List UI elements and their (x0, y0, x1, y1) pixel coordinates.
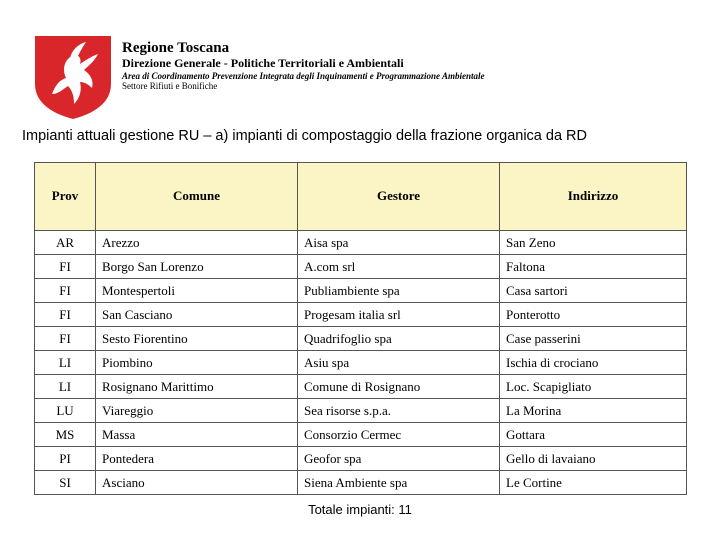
cell-prov: LI (35, 375, 96, 399)
table-row (35, 279, 687, 303)
cell-prov: PI (35, 447, 96, 471)
table-header-row (35, 163, 687, 231)
cell-prov: MS (35, 423, 96, 447)
cell-prov: FI (35, 279, 96, 303)
table-row (35, 255, 687, 279)
cell-indirizzo: Case passerini (500, 327, 687, 351)
cell-comune: Montespertoli (96, 279, 298, 303)
cell-indirizzo: Loc. Scapigliato (500, 375, 687, 399)
cell-indirizzo: Faltona (500, 255, 687, 279)
cell-gestore: Sea risorse s.p.a. (298, 399, 500, 423)
cell-gestore: Quadrifoglio spa (298, 327, 500, 351)
cell-comune: Asciano (96, 471, 298, 495)
cell-gestore: Asiu spa (298, 351, 500, 375)
directorate: Direzione Generale - Politiche Territoriali e Ambientali (122, 56, 404, 71)
cell-prov: LU (35, 399, 96, 423)
letterhead (34, 34, 534, 120)
table-row (35, 423, 687, 447)
cell-comune: Arezzo (96, 231, 298, 255)
cell-prov: LI (35, 351, 96, 375)
column-header-comune: Comune (96, 163, 298, 231)
table-row (35, 351, 687, 375)
regione-toscana-logo (34, 34, 112, 120)
table-row (35, 303, 687, 327)
cell-indirizzo: Gottara (500, 423, 687, 447)
table-row (35, 447, 687, 471)
cell-indirizzo: San Zeno (500, 231, 687, 255)
org-name: Regione Toscana (122, 40, 230, 56)
cell-comune: Piombino (96, 351, 298, 375)
cell-prov: FI (35, 327, 96, 351)
table-row (35, 327, 687, 351)
cell-indirizzo: Ponterotto (500, 303, 687, 327)
cell-comune: San Casciano (96, 303, 298, 327)
cell-gestore: Comune di Rosignano (298, 375, 500, 399)
area-name: Area di Coordinamento Prevenzione Integrata degli Inquinamenti e Programmazione Ambientale (122, 71, 485, 82)
cell-prov: SI (35, 471, 96, 495)
cell-comune: Massa (96, 423, 298, 447)
cell-gestore: Progesam italia srl (298, 303, 500, 327)
sector-name: Settore Rifiuti e Bonifiche (122, 81, 218, 92)
table-row (35, 375, 687, 399)
column-header-prov: Prov (35, 163, 96, 231)
table-row (35, 471, 687, 495)
cell-prov: FI (35, 255, 96, 279)
cell-gestore: A.com srl (298, 255, 500, 279)
cell-indirizzo: La Morina (500, 399, 687, 423)
cell-comune: Borgo San Lorenzo (96, 255, 298, 279)
plants-table (34, 162, 687, 495)
table-row (35, 399, 687, 423)
total-count: Totale impianti: 11 (308, 502, 412, 517)
cell-comune: Pontedera (96, 447, 298, 471)
table-row (35, 231, 687, 255)
cell-comune: Sesto Fiorentino (96, 327, 298, 351)
cell-prov: AR (35, 231, 96, 255)
cell-gestore: Aisa spa (298, 231, 500, 255)
cell-gestore: Siena Ambiente spa (298, 471, 500, 495)
cell-gestore: Publiambiente spa (298, 279, 500, 303)
column-header-gestore: Gestore (298, 163, 500, 231)
column-header-indirizzo: Indirizzo (500, 163, 687, 231)
page-title: Impianti attuali gestione RU – a) impianti di compostaggio della frazione organica da RD (22, 128, 587, 144)
cell-gestore: Consorzio Cermec (298, 423, 500, 447)
cell-prov: FI (35, 303, 96, 327)
cell-indirizzo: Gello di lavaiano (500, 447, 687, 471)
cell-comune: Viareggio (96, 399, 298, 423)
cell-gestore: Geofor spa (298, 447, 500, 471)
cell-indirizzo: Casa sartori (500, 279, 687, 303)
cell-comune: Rosignano Marittimo (96, 375, 298, 399)
cell-indirizzo: Le Cortine (500, 471, 687, 495)
cell-indirizzo: Ischia di crociano (500, 351, 687, 375)
